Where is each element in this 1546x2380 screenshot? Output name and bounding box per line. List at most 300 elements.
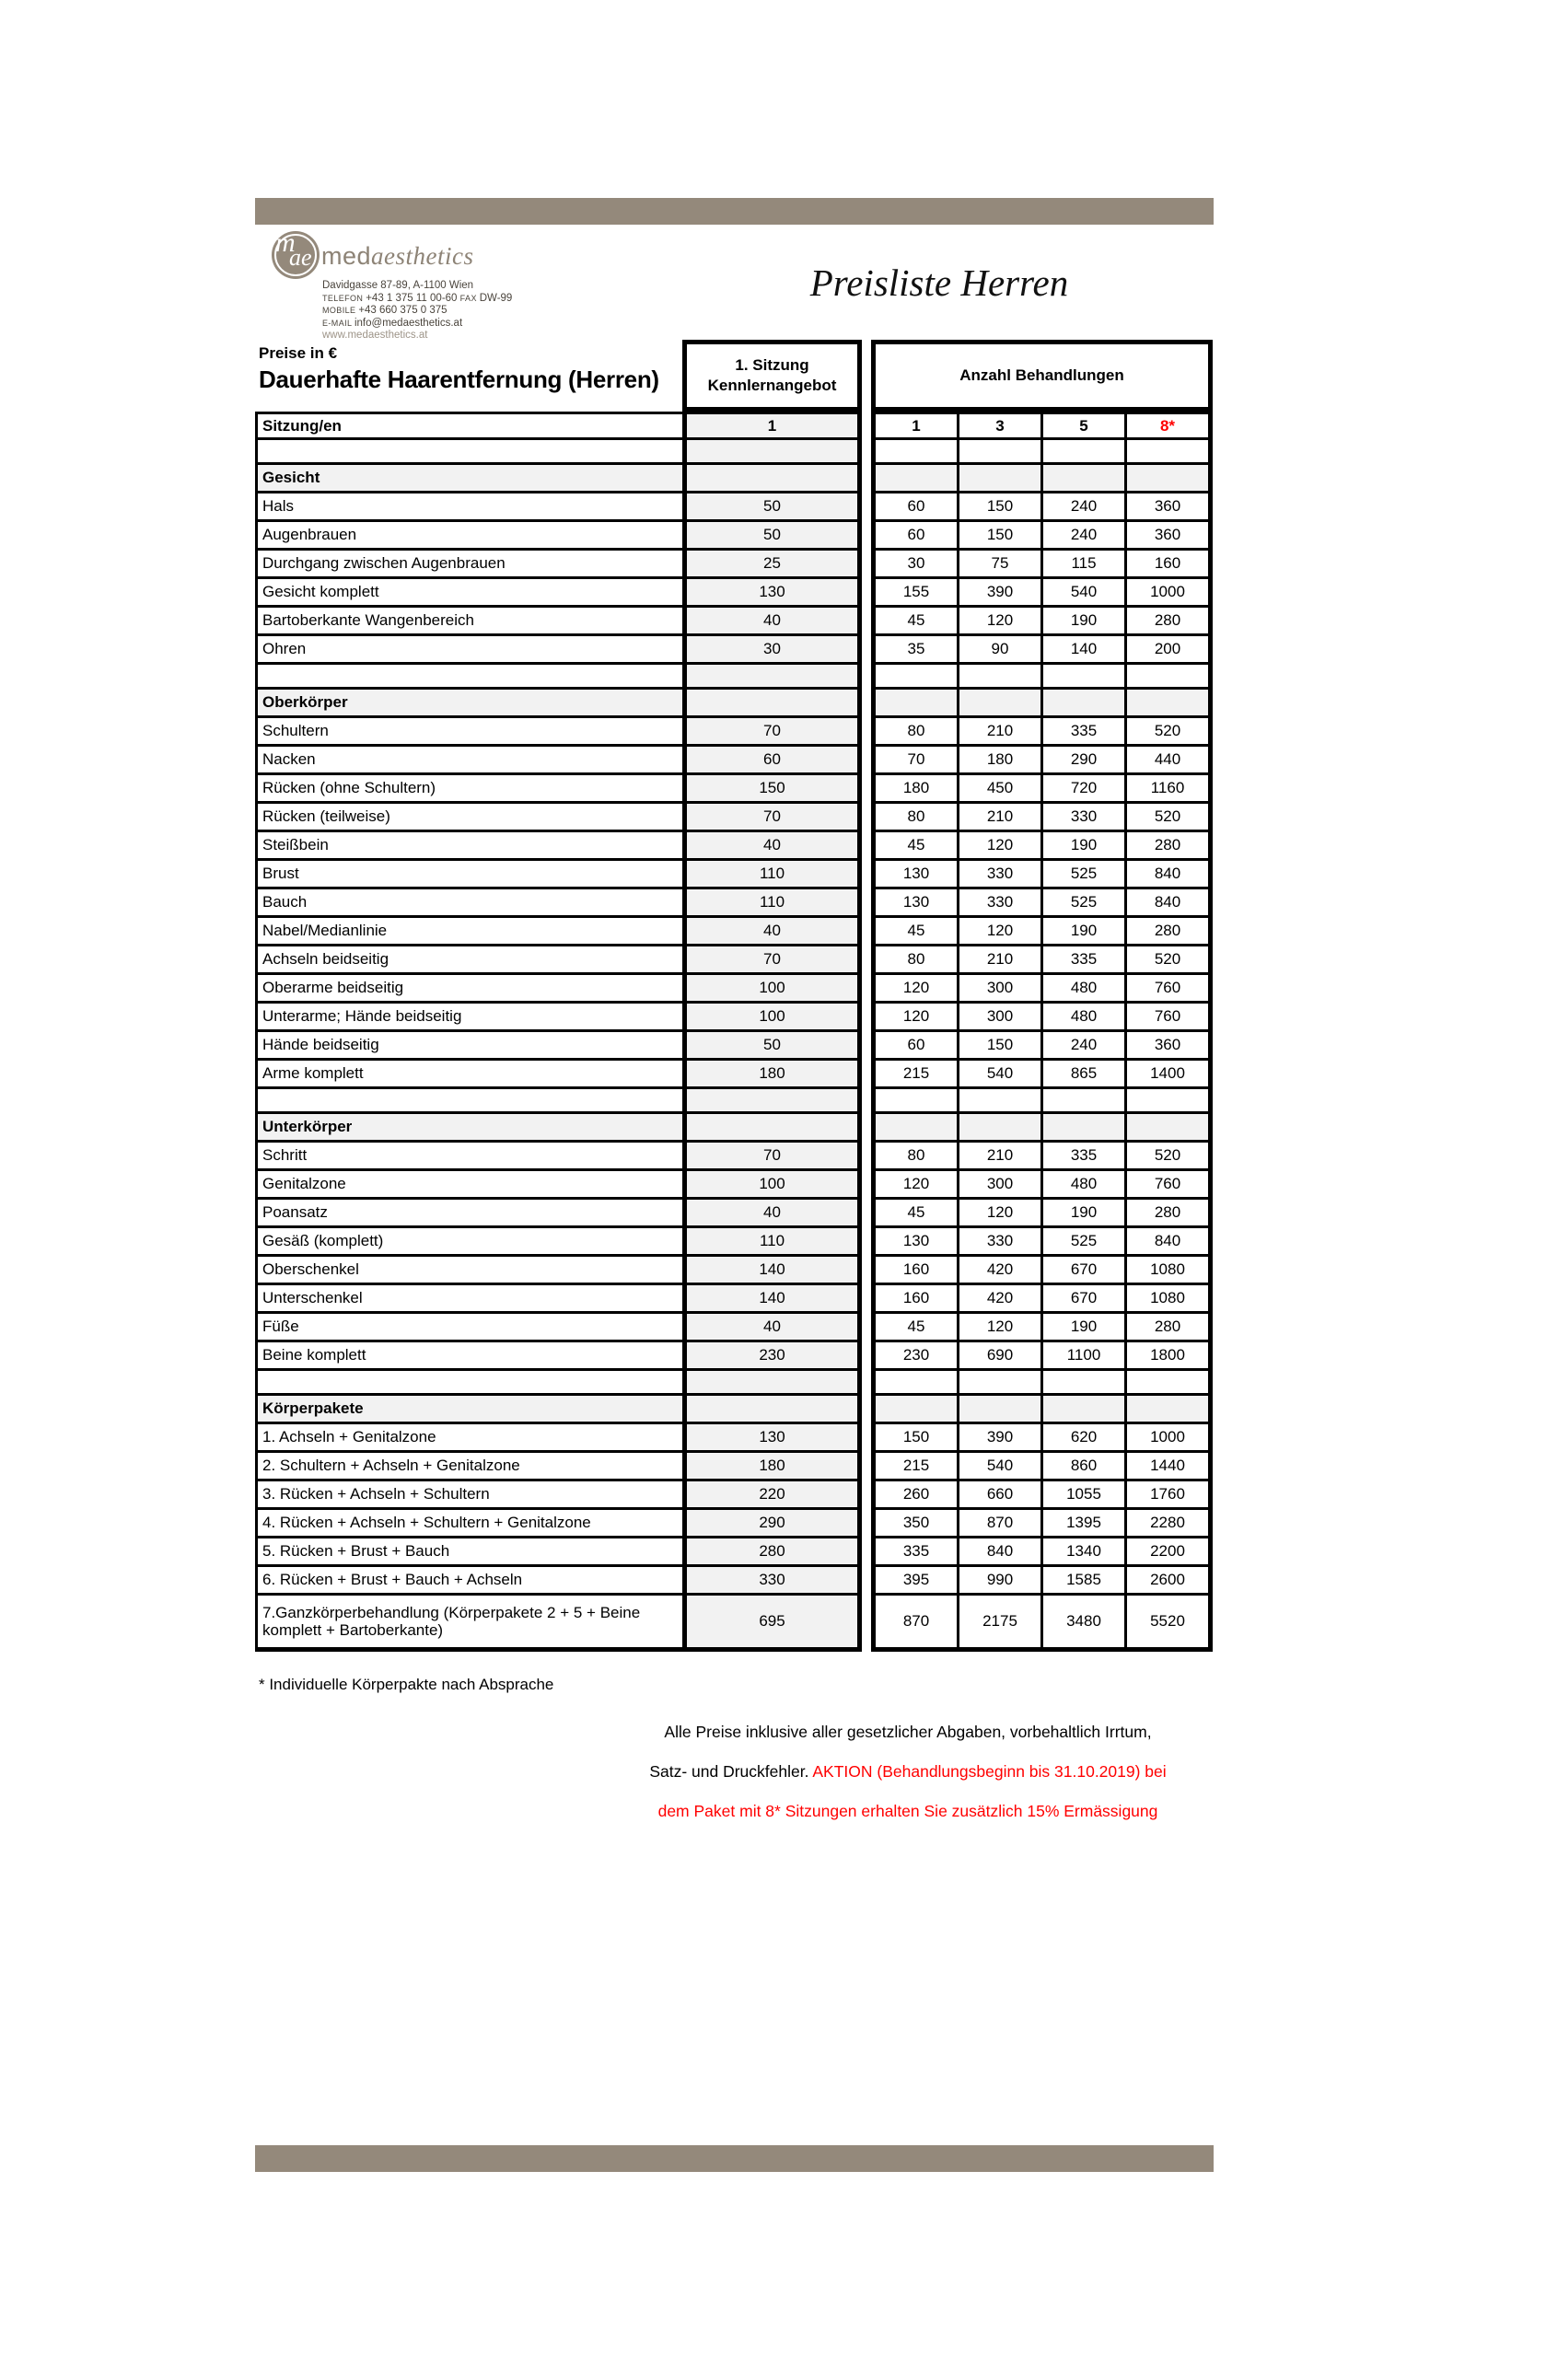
column-gap <box>862 665 871 690</box>
price-cell: 360 <box>1124 522 1208 551</box>
price-cell: 1395 <box>1040 1510 1124 1538</box>
price-cells-group <box>871 861 1213 889</box>
intro-price-cell: 100 <box>682 1004 862 1032</box>
price-cell: 525 <box>1040 861 1124 889</box>
price-cell: 760 <box>1124 1171 1208 1200</box>
session-count-cell-8: 8* <box>1124 412 1208 440</box>
section-header-row <box>255 465 1213 493</box>
session-counts-group <box>871 412 1213 440</box>
intro-price-cell: 110 <box>682 889 862 918</box>
intro-price-cell: 230 <box>682 1342 862 1371</box>
column-gap <box>862 1061 871 1089</box>
contact-info <box>322 280 512 342</box>
price-cell: 280 <box>1124 832 1208 861</box>
price-cell <box>876 440 957 465</box>
table-heading: Dauerhafte Haarentfernung (Herren) <box>259 366 659 393</box>
price-cell: 280 <box>1124 1314 1208 1342</box>
price-cell <box>876 665 957 690</box>
price-cell <box>1124 465 1208 493</box>
price-cell: 1400 <box>1124 1061 1208 1089</box>
price-cell: 280 <box>1124 1200 1208 1228</box>
price-cell <box>1040 1089 1124 1114</box>
price-cells-group <box>871 1143 1213 1171</box>
price-cell: 70 <box>876 747 957 775</box>
table-row <box>255 1171 1213 1200</box>
price-cell: 45 <box>876 1314 957 1342</box>
price-cell <box>1124 1089 1208 1114</box>
column-gap <box>862 889 871 918</box>
table-row <box>255 775 1213 804</box>
price-cells-group <box>871 1089 1213 1114</box>
price-cell: 760 <box>1124 975 1208 1004</box>
treatment-label: Oberkörper <box>255 690 682 718</box>
intro-price-cell: 140 <box>682 1257 862 1285</box>
price-cell: 80 <box>876 718 957 747</box>
price-cells-group <box>871 1453 1213 1481</box>
intro-price-cell: 40 <box>682 832 862 861</box>
column-gap <box>862 690 871 718</box>
price-cell: 150 <box>876 1424 957 1453</box>
intro-header-line2: Kennlernangebot <box>707 377 837 394</box>
contact-line: Davidgasse 87-89, A-1100 Wien <box>322 280 474 291</box>
treatment-label: Gesicht <box>255 465 682 493</box>
price-cell: 335 <box>1040 1143 1124 1171</box>
treatment-label: Bartoberkante Wangenbereich <box>255 608 682 636</box>
price-cells-group <box>871 1061 1213 1089</box>
price-cell <box>1040 465 1124 493</box>
price-cell: 120 <box>957 1314 1040 1342</box>
price-cell <box>876 1089 957 1114</box>
treatment-label: Beine komplett <box>255 1342 682 1371</box>
price-cell: 120 <box>957 918 1040 946</box>
column-gap <box>862 975 871 1004</box>
price-cell: 1800 <box>1124 1342 1208 1371</box>
price-cells-group <box>871 440 1213 465</box>
treatment-label: Genitalzone <box>255 1171 682 1200</box>
price-cell <box>957 440 1040 465</box>
column-gap <box>862 1171 871 1200</box>
brand-wordmark <box>321 242 474 271</box>
logo-monogram-ae: ae <box>289 244 312 271</box>
price-cell: 480 <box>1040 1004 1124 1032</box>
treatment-label: Füße <box>255 1314 682 1342</box>
price-cell <box>1124 1396 1208 1424</box>
price-cell: 540 <box>1040 579 1124 608</box>
price-cell: 480 <box>1040 1171 1124 1200</box>
price-cell: 670 <box>1040 1257 1124 1285</box>
treatment-label: Gesäß (komplett) <box>255 1228 682 1257</box>
price-cells-group <box>871 1481 1213 1510</box>
price-cells-group <box>871 747 1213 775</box>
price-cell: 180 <box>876 775 957 804</box>
brand-suffix: aesthetics <box>371 242 474 270</box>
price-cell: 215 <box>876 1061 957 1089</box>
price-cells-group <box>871 1510 1213 1538</box>
table-row <box>255 747 1213 775</box>
intro-price-cell: 280 <box>682 1538 862 1567</box>
price-cell: 190 <box>1040 608 1124 636</box>
column-gap <box>862 636 871 665</box>
column-gap <box>862 1424 871 1453</box>
column-gap <box>862 946 871 975</box>
treatment-label: Augenbrauen <box>255 522 682 551</box>
treatment-label <box>255 1089 682 1114</box>
price-cell: 870 <box>957 1510 1040 1538</box>
intro-price-cell <box>682 690 862 718</box>
price-cell: 520 <box>1124 946 1208 975</box>
intro-price-cell: 40 <box>682 1314 862 1342</box>
price-cell: 240 <box>1040 1032 1124 1061</box>
column-gap <box>862 1510 871 1538</box>
price-cells-group <box>871 1371 1213 1396</box>
intro-price-cell: 150 <box>682 775 862 804</box>
price-cells-group <box>871 775 1213 804</box>
table-row <box>255 1453 1213 1481</box>
treatment-label: Ohren <box>255 636 682 665</box>
price-cell: 120 <box>876 1004 957 1032</box>
column-gap <box>862 1538 871 1567</box>
price-cell: 140 <box>1040 636 1124 665</box>
price-cell: 520 <box>1124 1143 1208 1171</box>
price-cell: 840 <box>1124 861 1208 889</box>
price-cell: 120 <box>876 975 957 1004</box>
price-cells-group <box>871 1032 1213 1061</box>
table-row <box>255 918 1213 946</box>
price-cell: 1080 <box>1124 1257 1208 1285</box>
intro-price-cell: 50 <box>682 522 862 551</box>
intro-price-cell: 130 <box>682 579 862 608</box>
price-cell: 330 <box>957 1228 1040 1257</box>
column-gap <box>862 1032 871 1061</box>
intro-price-cell: 110 <box>682 1228 862 1257</box>
price-cell: 1340 <box>1040 1538 1124 1567</box>
table-row <box>255 1538 1213 1567</box>
price-cell: 360 <box>1124 493 1208 522</box>
price-cell <box>957 1396 1040 1424</box>
price-cell: 620 <box>1040 1424 1124 1453</box>
price-cell: 350 <box>876 1510 957 1538</box>
table-row <box>255 1200 1213 1228</box>
price-cell: 150 <box>957 1032 1040 1061</box>
price-cell: 90 <box>957 636 1040 665</box>
column-gap <box>862 1285 871 1314</box>
price-cells-group <box>871 1257 1213 1285</box>
price-cell <box>1124 1371 1208 1396</box>
bottom-accent-bar <box>255 2145 1214 2172</box>
session-count-cell: 3 <box>957 412 1040 440</box>
price-cell: 760 <box>1124 1004 1208 1032</box>
table-row <box>255 975 1213 1004</box>
table-row <box>255 1004 1213 1032</box>
price-cell: 150 <box>957 493 1040 522</box>
price-cell: 190 <box>1040 1314 1124 1342</box>
intro-price-cell: 70 <box>682 1143 862 1171</box>
price-cell: 210 <box>957 804 1040 832</box>
price-cell <box>1124 690 1208 718</box>
price-cell: 480 <box>1040 975 1124 1004</box>
treatment-label: Poansatz <box>255 1200 682 1228</box>
treatment-label: Bauch <box>255 889 682 918</box>
intro-price-cell: 50 <box>682 493 862 522</box>
price-cell: 330 <box>957 889 1040 918</box>
table-row <box>255 1596 1213 1652</box>
price-cell: 335 <box>1040 718 1124 747</box>
column-gap <box>862 1004 871 1032</box>
price-cell: 160 <box>876 1257 957 1285</box>
intro-price-cell: 40 <box>682 608 862 636</box>
price-cell: 35 <box>876 636 957 665</box>
price-cell: 690 <box>957 1342 1040 1371</box>
price-cells-group <box>871 804 1213 832</box>
table-row <box>255 551 1213 579</box>
price-cell: 660 <box>957 1481 1040 1510</box>
column-gap <box>862 465 871 493</box>
spacer-row <box>255 440 1213 465</box>
treatment-label: Nacken <box>255 747 682 775</box>
price-cell: 1160 <box>1124 775 1208 804</box>
table-row <box>255 861 1213 889</box>
top-accent-bar <box>255 198 1214 225</box>
price-cell: 160 <box>1124 551 1208 579</box>
disclaimer-line: Alle Preise inklusive aller gesetzlicher Abgaben, vorbehaltlich Irrtum, <box>664 1723 1152 1741</box>
price-cell: 120 <box>957 1200 1040 1228</box>
currency-note: Preise in € <box>259 344 338 362</box>
price-cell: 865 <box>1040 1061 1124 1089</box>
price-cell: 300 <box>957 975 1040 1004</box>
price-cell: 540 <box>957 1061 1040 1089</box>
price-cells-group <box>871 1171 1213 1200</box>
column-gap <box>862 1114 871 1143</box>
price-cell: 115 <box>1040 551 1124 579</box>
price-cell <box>876 465 957 493</box>
intro-price-cell: 70 <box>682 804 862 832</box>
price-cells-group <box>871 1567 1213 1596</box>
price-cell: 395 <box>876 1567 957 1596</box>
treatment-label: Hals <box>255 493 682 522</box>
table-row <box>255 1424 1213 1453</box>
price-cell <box>1040 690 1124 718</box>
disclaimer-line: dem Paket mit 8* Sitzungen erhalten Sie zusätzlich 15% Ermässigung <box>657 1802 1158 1820</box>
intro-price-cell: 290 <box>682 1510 862 1538</box>
price-cell <box>957 665 1040 690</box>
treatment-label: 6. Rücken + Brust + Bauch + Achseln <box>255 1567 682 1596</box>
table-row <box>255 636 1213 665</box>
price-cell: 1760 <box>1124 1481 1208 1510</box>
column-gap <box>862 1596 871 1652</box>
price-cell <box>1040 665 1124 690</box>
table-row <box>255 1032 1213 1061</box>
price-cell: 300 <box>957 1171 1040 1200</box>
price-cells-group <box>871 718 1213 747</box>
treatment-label: 7.Ganzkörperbehandlung (Körperpakete 2 + 5 + Beine komplett + Bartoberkante) <box>255 1596 682 1652</box>
price-cell: 840 <box>957 1538 1040 1567</box>
contact-line: E-MAIL info@medaesthetics.at <box>322 317 463 329</box>
price-cells-group <box>871 579 1213 608</box>
price-cells-group <box>871 1538 1213 1567</box>
price-cell: 520 <box>1124 718 1208 747</box>
intro-price-cell: 180 <box>682 1453 862 1481</box>
price-cell: 190 <box>1040 918 1124 946</box>
price-cell: 1000 <box>1124 579 1208 608</box>
price-cell: 1080 <box>1124 1285 1208 1314</box>
price-cell: 330 <box>957 861 1040 889</box>
price-cell: 335 <box>876 1538 957 1567</box>
treatments-group-header: Anzahl Behandlungen <box>871 340 1213 412</box>
treatment-label: Steißbein <box>255 832 682 861</box>
price-cell: 440 <box>1124 747 1208 775</box>
table-row <box>255 718 1213 747</box>
price-cell: 80 <box>876 1143 957 1171</box>
table-row <box>255 522 1213 551</box>
treatment-label <box>255 1371 682 1396</box>
intro-price-cell: 60 <box>682 747 862 775</box>
price-cells-group <box>871 690 1213 718</box>
price-cell: 420 <box>957 1285 1040 1314</box>
intro-price-cell: 330 <box>682 1567 862 1596</box>
price-cell <box>876 1396 957 1424</box>
treatment-label <box>255 665 682 690</box>
price-cell <box>876 690 957 718</box>
intro-price-cell <box>682 465 862 493</box>
table-row <box>255 1481 1213 1510</box>
treatment-label <box>255 440 682 465</box>
treatment-label: Hände beidseitig <box>255 1032 682 1061</box>
treatment-label: Nabel/Medianlinie <box>255 918 682 946</box>
price-cell: 2200 <box>1124 1538 1208 1567</box>
treatment-label: Oberarme beidseitig <box>255 975 682 1004</box>
page-title: Preisliste Herren <box>809 261 1069 304</box>
price-cells-group <box>871 946 1213 975</box>
price-cell: 525 <box>1040 1228 1124 1257</box>
column-gap <box>862 493 871 522</box>
table-row <box>255 1228 1213 1257</box>
table-row <box>255 1567 1213 1596</box>
price-cell: 360 <box>1124 1032 1208 1061</box>
price-cell: 540 <box>957 1453 1040 1481</box>
intro-price-cell: 220 <box>682 1481 862 1510</box>
price-cells-group <box>871 1114 1213 1143</box>
price-cell <box>957 690 1040 718</box>
price-cell <box>876 1371 957 1396</box>
intro-session-count: 1 <box>682 412 862 440</box>
column-gap <box>862 775 871 804</box>
intro-price-cell <box>682 665 862 690</box>
treatment-label: 3. Rücken + Achseln + Schultern <box>255 1481 682 1510</box>
price-cell: 80 <box>876 946 957 975</box>
treatment-label: Unterkörper <box>255 1114 682 1143</box>
price-cell: 525 <box>1040 889 1124 918</box>
price-cell <box>1124 440 1208 465</box>
intro-price-cell: 695 <box>682 1596 862 1652</box>
price-cell: 130 <box>876 861 957 889</box>
price-cells-group <box>871 1396 1213 1424</box>
price-cell <box>1124 1114 1208 1143</box>
price-cells-group <box>871 1004 1213 1032</box>
price-cell: 160 <box>876 1285 957 1314</box>
price-cell: 720 <box>1040 775 1124 804</box>
treatment-label: Brust <box>255 861 682 889</box>
price-cell: 210 <box>957 1143 1040 1171</box>
treatment-label: Unterschenkel <box>255 1285 682 1314</box>
column-gap <box>862 718 871 747</box>
treatment-label: Gesicht komplett <box>255 579 682 608</box>
contact-line: TELEFON +43 1 375 11 00-60 FAX DW-99 <box>322 292 513 304</box>
price-cells-group <box>871 636 1213 665</box>
logo-monogram-m: m <box>275 227 296 258</box>
price-cells-group <box>871 975 1213 1004</box>
spacer-row <box>255 1089 1213 1114</box>
column-gap <box>862 551 871 579</box>
intro-price-cell: 180 <box>682 1061 862 1089</box>
column-gap <box>862 440 871 465</box>
intro-price-cell <box>682 1371 862 1396</box>
price-cell <box>876 1114 957 1143</box>
treatment-label: Oberschenkel <box>255 1257 682 1285</box>
table-row <box>255 889 1213 918</box>
price-cell: 290 <box>1040 747 1124 775</box>
column-gap <box>862 412 871 440</box>
intro-price-cell: 30 <box>682 636 862 665</box>
price-cell: 280 <box>1124 608 1208 636</box>
price-cells-group <box>871 522 1213 551</box>
table-row <box>255 1061 1213 1089</box>
intro-price-cell: 70 <box>682 718 862 747</box>
price-cell: 2280 <box>1124 1510 1208 1538</box>
table-row <box>255 946 1213 975</box>
intro-header-line1: 1. Sitzung <box>735 356 809 374</box>
price-cells-group <box>871 1314 1213 1342</box>
price-table <box>255 412 1213 1652</box>
price-cell: 215 <box>876 1453 957 1481</box>
price-cells-group <box>871 1342 1213 1371</box>
column-gap <box>862 1481 871 1510</box>
price-cell: 2600 <box>1124 1567 1208 1596</box>
column-gap <box>862 522 871 551</box>
intro-column-header <box>682 340 862 412</box>
price-cell <box>1124 665 1208 690</box>
table-row <box>255 832 1213 861</box>
intro-price-cell <box>682 1114 862 1143</box>
section-header-row <box>255 690 1213 718</box>
price-cell: 210 <box>957 946 1040 975</box>
price-cell: 120 <box>957 832 1040 861</box>
medaesthetics-logo-icon <box>272 227 320 279</box>
price-cell: 150 <box>957 522 1040 551</box>
price-cell: 190 <box>1040 1200 1124 1228</box>
price-cell: 450 <box>957 775 1040 804</box>
contact-line: MOBILE +43 660 375 0 375 <box>322 305 448 316</box>
price-cell: 5520 <box>1124 1596 1208 1652</box>
intro-price-cell: 130 <box>682 1424 862 1453</box>
price-cells-group <box>871 493 1213 522</box>
price-cells-group <box>871 889 1213 918</box>
intro-price-cell <box>682 1396 862 1424</box>
session-count-cell: 1 <box>876 412 957 440</box>
price-cell: 840 <box>1124 889 1208 918</box>
table-row <box>255 579 1213 608</box>
column-gap <box>862 804 871 832</box>
spacer-row <box>255 1371 1213 1396</box>
price-cell <box>957 465 1040 493</box>
price-cells-group <box>871 1596 1213 1652</box>
treatment-label: Schultern <box>255 718 682 747</box>
intro-price-cell: 140 <box>682 1285 862 1314</box>
column-gap <box>862 1371 871 1396</box>
intro-price-cell <box>682 440 862 465</box>
footnote: * Individuelle Körperpakte nach Absprache <box>259 1676 554 1693</box>
treatment-label: 5. Rücken + Brust + Bauch <box>255 1538 682 1567</box>
column-gap <box>862 1228 871 1257</box>
